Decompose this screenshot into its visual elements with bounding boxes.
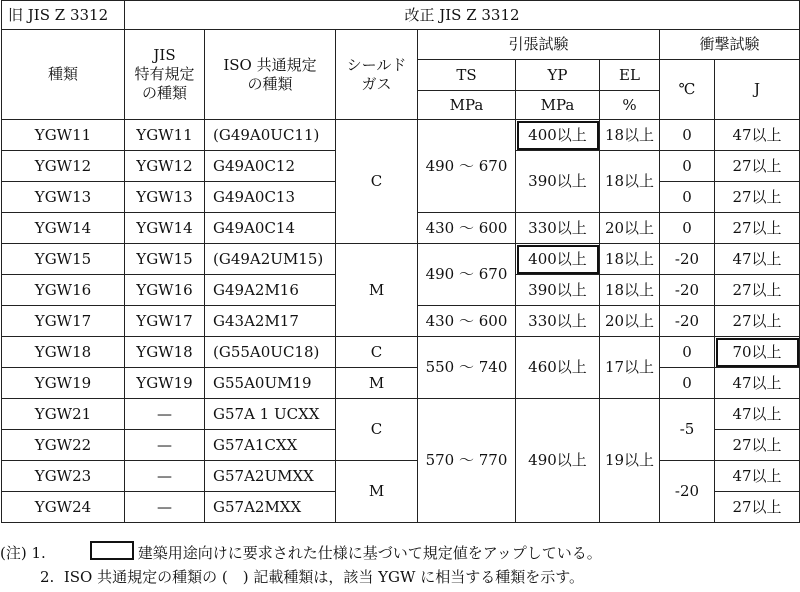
yp-cell-highlighted: 400以上 [516, 244, 600, 275]
temperature-cell: -20 [660, 306, 715, 337]
yp-cell: 390以上 [516, 151, 600, 213]
el-cell: 18以上 [600, 151, 660, 213]
old-kind-cell: YGW13 [2, 182, 125, 213]
el-cell: 17以上 [600, 337, 660, 399]
header-row-standards [2, 1, 800, 30]
temperature-cell: 0 [660, 120, 715, 151]
energy-cell: 27以上 [715, 492, 800, 523]
energy-cell: 27以上 [715, 151, 800, 182]
yp-cell: 390以上 [516, 275, 600, 306]
ts-cell: 570 ～ 770 [418, 399, 516, 523]
jis-kind-cell: — [125, 430, 205, 461]
impact-test-header: 衝撃試験 [660, 30, 800, 60]
old-kind-cell: YGW16 [2, 275, 125, 306]
old-kind-cell: YGW17 [2, 306, 125, 337]
shield-gas-cell: M [336, 244, 418, 337]
table-row [2, 399, 800, 430]
el-cell: 20以上 [600, 213, 660, 244]
energy-cell: 27以上 [715, 213, 800, 244]
energy-cell: 47以上 [715, 244, 800, 275]
jis-kind-header [125, 30, 205, 120]
table-row [2, 461, 800, 492]
iso-kind-cell: (G49A2UM15) [205, 244, 336, 275]
tensile-test-header: 引張試験 [418, 30, 660, 60]
iso-kind-header [205, 30, 336, 120]
temperature-cell: 0 [660, 213, 715, 244]
footnote-2-prefix: 2. [40, 568, 55, 586]
shield-gas-cell: C [336, 337, 418, 368]
jis-header-line1: JIS [153, 46, 176, 65]
old-kind-cell: YGW15 [2, 244, 125, 275]
old-kind-cell: YGW22 [2, 430, 125, 461]
jis-header-line3: の種類 [141, 83, 187, 102]
el-cell: 18以上 [600, 120, 660, 151]
temperature-cell: -20 [660, 461, 715, 523]
temperature-cell: 0 [660, 368, 715, 399]
iso-kind-cell: G49A2M16 [205, 275, 336, 306]
el-cell: 18以上 [600, 244, 660, 275]
energy-cell: 27以上 [715, 182, 800, 213]
energy-header: J [715, 60, 800, 120]
footnote-2-text: ISO 共通規定の種類の ( ) 記載種類は，該当 YGW に相当する種類を示す。 [63, 568, 585, 586]
kind-header: 種類 [2, 30, 125, 120]
new-standard-header: 改正 JIS Z 3312 [125, 1, 800, 30]
footnote-1-text: 建築用途向けに要求された仕様に基づいて規定値をアップしている。 [137, 544, 602, 562]
shield-gas-cell: C [336, 120, 418, 244]
gas-header-line2: ガス [361, 74, 392, 93]
el-header: EL [600, 60, 660, 91]
shield-gas-header [336, 30, 418, 120]
header-row-groups [2, 30, 800, 60]
ts-cell: 490 ～ 670 [418, 244, 516, 306]
yp-unit: MPa [516, 91, 600, 120]
jis-kind-cell: YGW14 [125, 213, 205, 244]
table-row [2, 120, 800, 151]
temperature-cell: -5 [660, 399, 715, 461]
footnotes [0, 541, 800, 589]
ts-cell: 490 ～ 670 [418, 120, 516, 213]
yp-cell: 490以上 [516, 399, 600, 523]
temperature-cell: 0 [660, 337, 715, 368]
iso-kind-cell: G57A2MXX [205, 492, 336, 523]
jis-kind-cell: — [125, 492, 205, 523]
jis-kind-cell: YGW15 [125, 244, 205, 275]
iso-header-line1: ISO 共通規定 [223, 55, 317, 74]
jis-kind-cell: YGW11 [125, 120, 205, 151]
old-kind-cell: YGW21 [2, 399, 125, 430]
yp-header: YP [516, 60, 600, 91]
footnote-2 [0, 565, 800, 589]
old-kind-cell: YGW18 [2, 337, 125, 368]
temperature-cell: 0 [660, 151, 715, 182]
footnote-1 [0, 541, 800, 565]
old-standard-header: 旧 JIS Z 3312 [2, 1, 125, 30]
iso-kind-cell: G57A2UMXX [205, 461, 336, 492]
table-row [2, 244, 800, 275]
iso-kind-cell: G49A0C14 [205, 213, 336, 244]
jis-kind-cell: YGW12 [125, 151, 205, 182]
old-kind-cell: YGW11 [2, 120, 125, 151]
welding-wire-spec-table [1, 0, 800, 523]
temperature-cell: -20 [660, 244, 715, 275]
old-kind-cell: YGW19 [2, 368, 125, 399]
yp-cell-highlighted: 400以上 [516, 120, 600, 151]
yp-cell: 330以上 [516, 306, 600, 337]
energy-cell: 47以上 [715, 399, 800, 430]
jis-kind-cell: YGW13 [125, 182, 205, 213]
yp-cell: 460以上 [516, 337, 600, 399]
iso-kind-cell: G57A 1 UCXX [205, 399, 336, 430]
jis-header-line2: 特有規定 [134, 65, 195, 84]
jis-kind-cell: — [125, 399, 205, 430]
energy-cell: 47以上 [715, 368, 800, 399]
iso-kind-cell: G49A0C12 [205, 151, 336, 182]
ts-cell: 550 ～ 740 [418, 337, 516, 399]
iso-kind-cell: (G49A0UC11) [205, 120, 336, 151]
footnote-1-prefix: (注) 1. [0, 544, 46, 562]
old-kind-cell: YGW14 [2, 213, 125, 244]
iso-header-line2: の種類 [247, 74, 293, 93]
temperature-header: ℃ [660, 60, 715, 120]
old-kind-cell: YGW24 [2, 492, 125, 523]
energy-cell: 27以上 [715, 430, 800, 461]
iso-kind-cell: (G55A0UC18) [205, 337, 336, 368]
el-cell: 18以上 [600, 275, 660, 306]
iso-kind-cell: G43A2M17 [205, 306, 336, 337]
old-kind-cell: YGW23 [2, 461, 125, 492]
temperature-cell: -20 [660, 275, 715, 306]
iso-kind-cell: G55A0UM19 [205, 368, 336, 399]
el-unit: % [600, 91, 660, 120]
jis-kind-cell: — [125, 461, 205, 492]
ts-header: TS [418, 60, 516, 91]
ts-unit: MPa [418, 91, 516, 120]
el-cell: 19以上 [600, 399, 660, 523]
jis-kind-cell: YGW19 [125, 368, 205, 399]
temperature-cell: 0 [660, 182, 715, 213]
old-kind-cell: YGW12 [2, 151, 125, 182]
jis-kind-cell: YGW16 [125, 275, 205, 306]
table-row [2, 368, 800, 399]
energy-cell: 27以上 [715, 275, 800, 306]
yp-cell: 330以上 [516, 213, 600, 244]
energy-cell: 47以上 [715, 461, 800, 492]
shield-gas-cell: M [336, 461, 418, 523]
ts-cell: 430 ～ 600 [418, 213, 516, 244]
energy-cell-highlighted: 70以上 [715, 337, 800, 368]
jis-kind-cell: YGW18 [125, 337, 205, 368]
table-row [2, 337, 800, 368]
shield-gas-cell: M [336, 368, 418, 399]
el-cell: 20以上 [600, 306, 660, 337]
jis-kind-cell: YGW17 [125, 306, 205, 337]
iso-kind-cell: G57A1CXX [205, 430, 336, 461]
energy-cell: 27以上 [715, 306, 800, 337]
iso-kind-cell: G49A0C13 [205, 182, 336, 213]
ts-cell: 430 ～ 600 [418, 306, 516, 337]
shield-gas-cell: C [336, 399, 418, 461]
gas-header-line1: シールド [346, 55, 407, 74]
highlight-box-legend [90, 541, 134, 560]
energy-cell: 47以上 [715, 120, 800, 151]
